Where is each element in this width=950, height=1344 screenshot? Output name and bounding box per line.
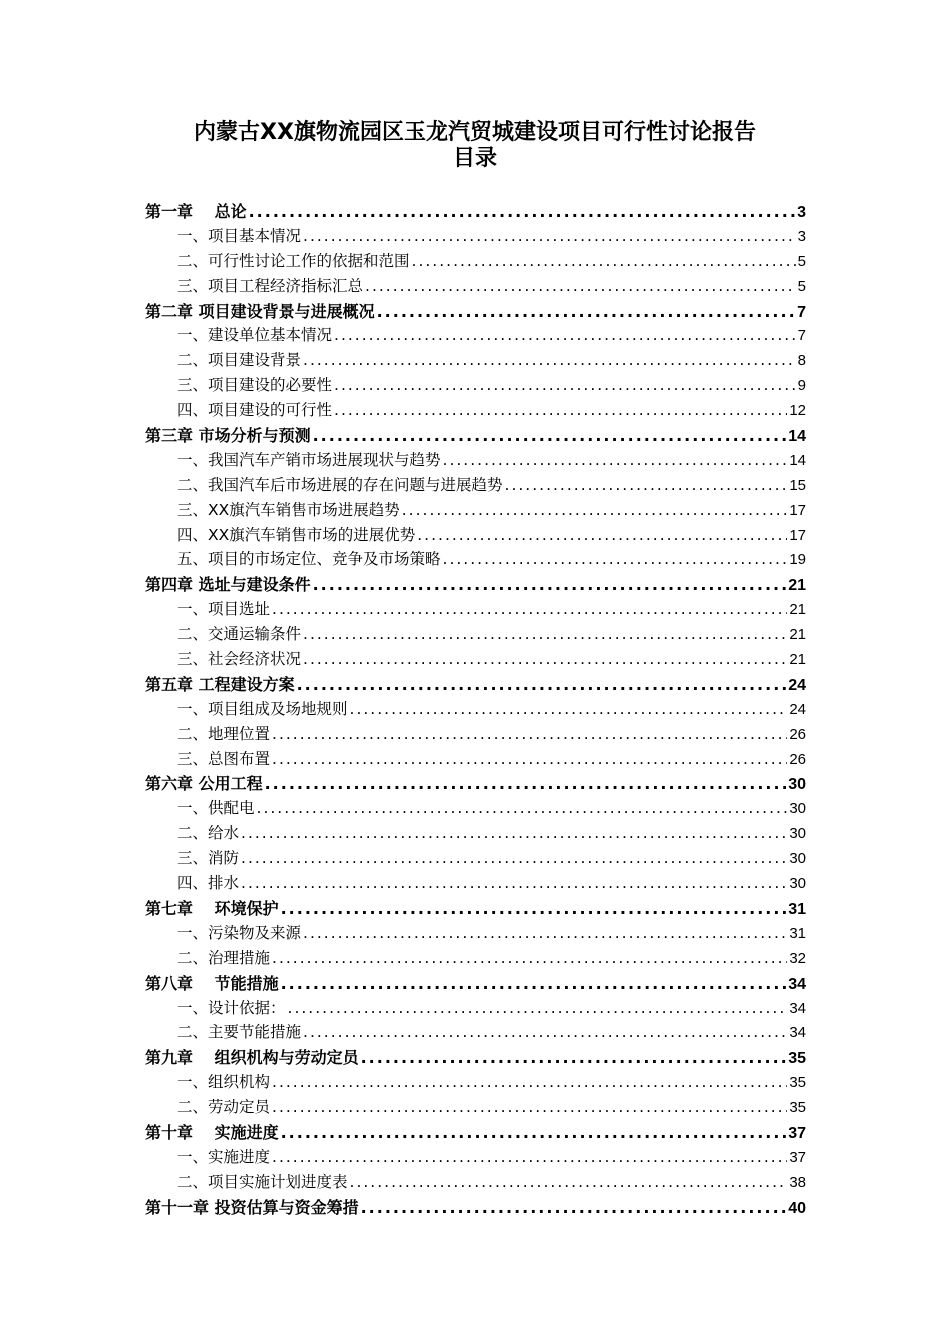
toc-entry-page-number: 35: [789, 1099, 806, 1117]
toc-entry-label: 一、设计依据：: [177, 998, 286, 1017]
toc-dot-leader: [361, 1048, 787, 1067]
toc-entry-label: 二、项目实施计划进度表: [177, 1172, 348, 1191]
toc-dot-leader: [288, 999, 788, 1017]
toc-entry-page-number: 30: [789, 850, 806, 868]
toc-section-entry[interactable]: [145, 1170, 806, 1195]
toc-entry-page-number: 3: [797, 227, 806, 245]
toc-entry-page-number: 31: [788, 900, 806, 918]
page-title: [0, 120, 950, 172]
toc-entry-label: 三、总图布置: [177, 749, 271, 768]
toc-dot-leader: [303, 227, 796, 245]
toc-section-entry[interactable]: [145, 249, 806, 274]
toc-entry-label: 二、可行性讨论工作的依据和范围: [177, 251, 410, 270]
toc-entry-label: 第十章 实施进度: [145, 1122, 279, 1142]
toc-entry-page-number: 21: [788, 577, 806, 595]
toc-entry-page-number: 8: [797, 352, 806, 370]
toc-chapter-entry[interactable]: [145, 771, 806, 796]
toc-entry-label: 第一章 总论: [145, 202, 247, 221]
toc-entry-page-number: 7: [797, 327, 806, 345]
toc-entry-label: 四、排水: [177, 874, 240, 893]
table-of-contents: [145, 199, 806, 1220]
toc-entry-page-number: 5: [797, 277, 806, 295]
toc-entry-page-number: 17: [789, 526, 806, 544]
toc-entry-page-number: 7: [797, 303, 806, 321]
toc-section-entry[interactable]: [145, 747, 806, 772]
toc-dot-leader: [303, 625, 787, 643]
toc-entry-label: 二、项目建设背景: [177, 351, 302, 370]
toc-chapter-entry[interactable]: [145, 423, 806, 448]
toc-section-entry[interactable]: [145, 1145, 806, 1170]
toc-dot-leader: [443, 550, 788, 568]
toc-entry-label: 三、项目建设的必要性: [177, 376, 333, 395]
toc-dot-leader: [361, 1198, 787, 1217]
toc-dot-leader: [377, 302, 796, 321]
toc-dot-leader: [281, 974, 787, 993]
toc-entry-page-number: 21: [789, 601, 806, 619]
toc-entry-label: 第九章 组织机构与劳动定员: [145, 1048, 359, 1068]
page-title-line2: 目录: [452, 146, 497, 171]
toc-entry-label: 二、劳动定员: [177, 1098, 271, 1117]
toc-section-entry[interactable]: [145, 946, 806, 971]
toc-entry-page-number: 24: [788, 676, 806, 694]
toc-dot-leader: [272, 750, 787, 768]
toc-dot-leader: [272, 1098, 787, 1116]
toc-dot-leader: [281, 899, 787, 918]
toc-dot-leader: [272, 600, 787, 618]
toc-section-entry[interactable]: [145, 796, 806, 821]
toc-dot-leader: [505, 476, 788, 494]
toc-entry-label: 二、给水: [177, 824, 240, 843]
toc-entry-page-number: 32: [789, 949, 806, 967]
toc-chapter-entry[interactable]: [145, 1195, 806, 1220]
toc-entry-page-number: 15: [789, 476, 806, 494]
toc-chapter-entry[interactable]: [145, 971, 806, 996]
toc-entry-label: 二、治理措施: [177, 948, 271, 967]
toc-section-entry[interactable]: [145, 996, 806, 1021]
toc-dot-leader: [272, 725, 787, 743]
toc-entry-label: 三、消防: [177, 849, 240, 868]
toc-entry-page-number: 3: [797, 204, 806, 221]
toc-entry-page-number: 19: [789, 551, 806, 569]
toc-entry-label: 一、建设单位基本情况: [177, 326, 333, 345]
toc-section-entry[interactable]: [145, 348, 806, 373]
toc-entry-label: 四、项目建设的可行性: [177, 401, 333, 420]
toc-section-entry[interactable]: [145, 448, 806, 473]
toc-entry-label: 三、XX旗汽车销售市场进展趋势: [177, 500, 400, 519]
toc-entry-label: 一、污染物及来源: [177, 923, 302, 942]
toc-entry-page-number: 35: [788, 1050, 806, 1068]
toc-entry-label: 二、交通运输条件: [177, 625, 302, 644]
toc-section-entry[interactable]: [145, 323, 806, 348]
toc-dot-leader: [297, 675, 787, 694]
toc-entry-page-number: 26: [789, 750, 806, 768]
toc-dot-leader: [257, 799, 788, 817]
toc-entry-label: 三、项目工程经济指标汇总: [177, 276, 364, 295]
toc-entry-label: 二、主要节能措施: [177, 1023, 302, 1042]
toc-dot-leader: [303, 650, 787, 668]
toc-section-entry[interactable]: [145, 274, 806, 299]
toc-entry-page-number: 21: [789, 626, 806, 644]
toc-chapter-entry[interactable]: [145, 896, 806, 921]
toc-section-entry[interactable]: [145, 871, 806, 896]
toc-entry-label: 一、项目选址: [177, 600, 271, 619]
toc-section-entry[interactable]: [145, 622, 806, 647]
toc-chapter-entry[interactable]: [145, 672, 806, 697]
toc-entry-label: 第七章 环境保护: [145, 898, 279, 918]
toc-entry-label: 一、我国汽车产销市场进展现状与趋势: [177, 450, 441, 469]
toc-dot-leader: [241, 874, 787, 892]
toc-entry-label: 一、实施进度: [177, 1147, 271, 1166]
toc-section-entry[interactable]: [145, 1020, 806, 1045]
toc-entry-label: 二、地理位置: [177, 724, 271, 743]
toc-dot-leader: [402, 501, 788, 519]
toc-section-entry[interactable]: [145, 473, 806, 498]
toc-dot-leader: [281, 1123, 787, 1142]
toc-section-entry[interactable]: [145, 523, 806, 548]
toc-entry-page-number: 30: [788, 776, 806, 794]
toc-section-entry[interactable]: [145, 697, 806, 722]
toc-entry-label: 一、项目组成及场地规则: [177, 699, 348, 718]
toc-chapter-entry[interactable]: [145, 199, 806, 224]
toc-entry-label: 二、我国汽车后市场进展的存在问题与进展趋势: [177, 475, 503, 494]
toc-dot-leader: [303, 1023, 787, 1041]
toc-dot-leader: [265, 774, 787, 793]
toc-entry-page-number: 34: [789, 1024, 806, 1042]
toc-entry-page-number: 37: [789, 1148, 806, 1166]
toc-entry-label: 四、XX旗汽车销售市场的进展优势: [177, 525, 416, 544]
toc-chapter-entry[interactable]: [145, 1120, 806, 1145]
toc-section-entry[interactable]: [145, 373, 806, 398]
toc-chapter-entry[interactable]: [145, 572, 806, 597]
toc-entry-page-number: 14: [789, 451, 806, 469]
toc-entry-page-number: 5: [797, 252, 806, 270]
toc-entry-label: 一、组织机构: [177, 1073, 271, 1092]
toc-section-entry[interactable]: [145, 921, 806, 946]
toc-entry-page-number: 30: [789, 825, 806, 843]
toc-entry-label: 第六章 公用工程: [145, 774, 263, 794]
toc-dot-leader: [272, 1148, 787, 1166]
toc-dot-leader: [313, 575, 787, 594]
toc-entry-label: 三、社会经济状况: [177, 650, 302, 669]
toc-dot-leader: [334, 376, 796, 394]
toc-dot-leader: [313, 426, 787, 445]
toc-entry-label: 一、项目基本情况: [177, 226, 302, 245]
toc-entry-label: 第五章 工程建设方案: [145, 674, 295, 694]
toc-entry-page-number: 38: [789, 1173, 806, 1191]
toc-entry-label: 一、供配电: [177, 799, 255, 818]
toc-entry-page-number: 12: [789, 402, 806, 420]
toc-entry-page-number: 14: [788, 428, 806, 446]
toc-entry-label: 第三章 市场分析与预测: [145, 426, 311, 446]
toc-section-entry[interactable]: [145, 224, 806, 249]
toc-dot-leader: [272, 1073, 787, 1091]
toc-entry-page-number: 9: [797, 377, 806, 395]
toc-dot-leader: [350, 700, 788, 718]
toc-dot-leader: [365, 277, 796, 295]
page-title-line1: 内蒙古XX旗物流园区玉龙汽贸城建设项目可行性讨论报告: [194, 120, 756, 145]
toc-dot-leader: [417, 526, 787, 544]
toc-dot-leader: [350, 1173, 788, 1191]
toc-entry-page-number: 40: [788, 1199, 806, 1217]
toc-section-entry[interactable]: [145, 597, 806, 622]
toc-dot-leader: [443, 451, 788, 469]
toc-dot-leader: [272, 949, 787, 967]
toc-entry-label: 第二章 项目建设背景与进展概况: [145, 301, 375, 321]
toc-section-entry[interactable]: [145, 1095, 806, 1120]
toc-dot-leader: [249, 202, 796, 221]
toc-entry-page-number: 24: [789, 700, 806, 718]
toc-entry-label: 第四章 选址与建设条件: [145, 575, 311, 595]
toc-entry-page-number: 35: [789, 1074, 806, 1092]
toc-dot-leader: [241, 849, 787, 867]
toc-dot-leader: [334, 326, 796, 344]
toc-section-entry[interactable]: [145, 722, 806, 747]
toc-entry-label: 五、项目的市场定位、竞争及市场策略: [177, 550, 441, 569]
toc-section-entry[interactable]: [145, 821, 806, 846]
toc-entry-page-number: 31: [789, 924, 806, 942]
toc-section-entry[interactable]: [145, 1070, 806, 1095]
toc-chapter-entry[interactable]: [145, 1045, 806, 1070]
toc-entry-page-number: 37: [788, 1124, 806, 1142]
toc-entry-page-number: 34: [789, 999, 806, 1017]
toc-section-entry[interactable]: [145, 398, 806, 423]
toc-entry-page-number: 30: [789, 875, 806, 893]
toc-entry-page-number: 34: [788, 975, 806, 993]
toc-entry-page-number: 21: [789, 651, 806, 669]
toc-dot-leader: [303, 924, 787, 942]
toc-dot-leader: [303, 351, 796, 369]
toc-section-entry[interactable]: [145, 846, 806, 871]
toc-dot-leader: [412, 252, 796, 270]
toc-entry-label: 第八章 节能措施: [145, 973, 279, 993]
toc-entry-page-number: 26: [789, 725, 806, 743]
toc-dot-leader: [334, 401, 787, 419]
toc-section-entry[interactable]: [145, 647, 806, 672]
toc-entry-label: 第十一章 投资估算与资金筹措: [145, 1197, 359, 1217]
toc-section-entry[interactable]: [145, 498, 806, 523]
toc-section-entry[interactable]: [145, 547, 806, 572]
toc-entry-page-number: 30: [789, 800, 806, 818]
toc-entry-page-number: 17: [789, 501, 806, 519]
toc-dot-leader: [241, 824, 787, 842]
toc-chapter-entry[interactable]: [145, 299, 806, 324]
